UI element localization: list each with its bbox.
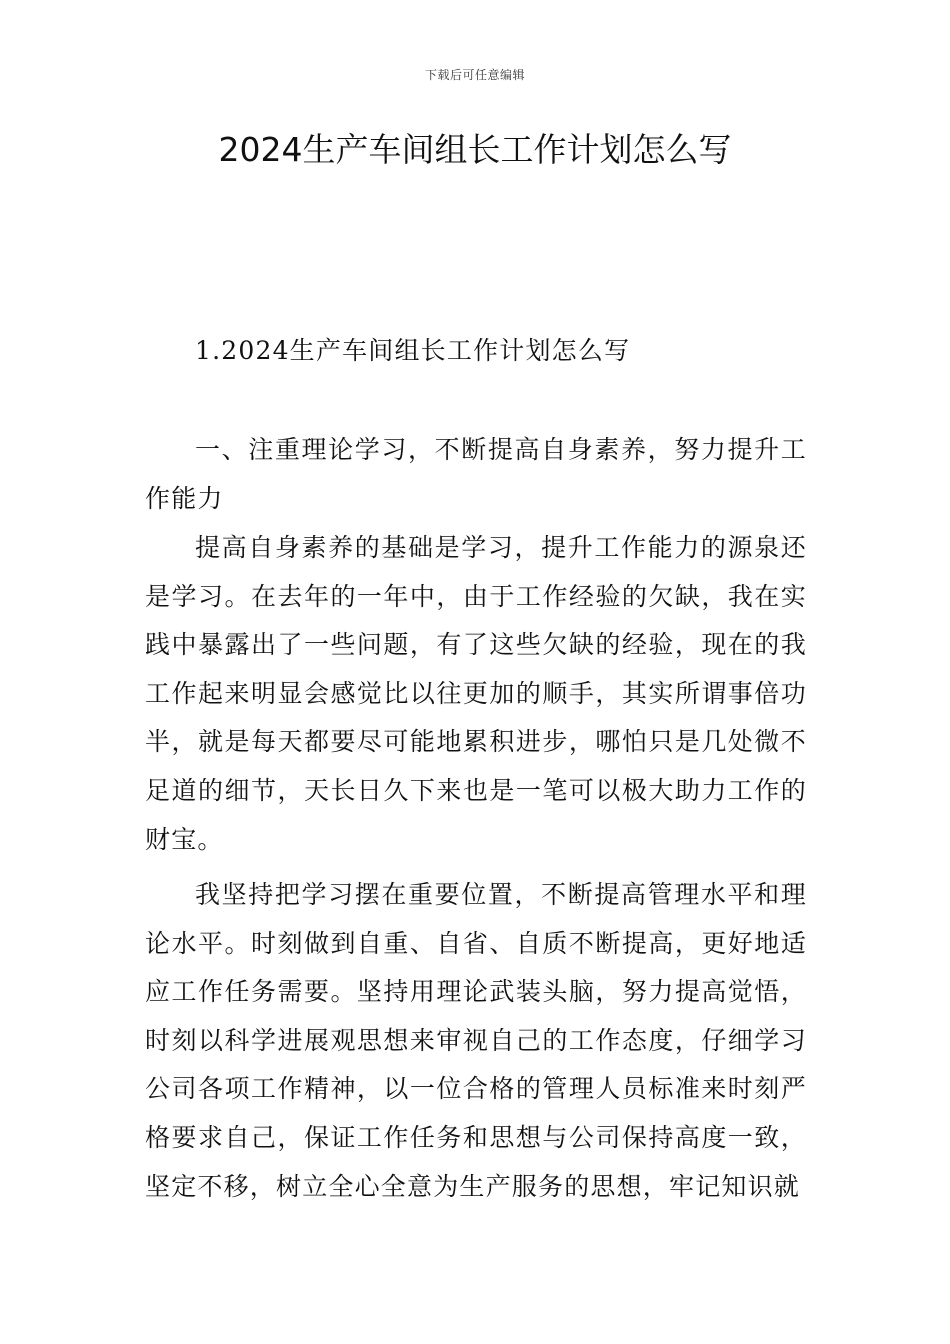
- header-note: 下载后可任意编辑: [424, 68, 525, 82]
- paragraph: 我坚持把学习摆在重要位置，不断提高管理水平和理论水平。时刻做到自重、自省、自质不断提高，更好地适应工作任务需要。坚持用理论武装头脑，努力提高觉悟，时刻以科学进展观思想来审视自己的工作态度，仔细学习公司各项工作精神，以一位合格的管理人员标准来时刻严格要求自己，保证工作任务和思想与公司保持高度一致，坚定不移，树立全心全意为生产服务的思想，牢记知识就: [145, 880, 807, 1201]
- document-title: 2024生产车间组长工作计划怎么写: [218, 130, 732, 169]
- paragraph: 提高自身素养的基础是学习，提升工作能力的源泉还是学习。在去年的一年中，由于工作经验的欠缺，我在实践中暴露出了一些问题，有了这些欠缺的经验，现在的我工作起来明显会感觉比以往更加的顺手，其实所谓事倍功半，就是每天都要尽可能地累积进步，哪怕只是几处微不足道的细节，天长日久下来也是一笔可以极大助力工作的财宝。: [145, 533, 807, 854]
- section-heading: 1.2024生产车间组长工作计划怎么写: [195, 336, 631, 365]
- item-heading: 一、注重理论学习，不断提高自身素养，努力提升工作能力: [145, 435, 807, 513]
